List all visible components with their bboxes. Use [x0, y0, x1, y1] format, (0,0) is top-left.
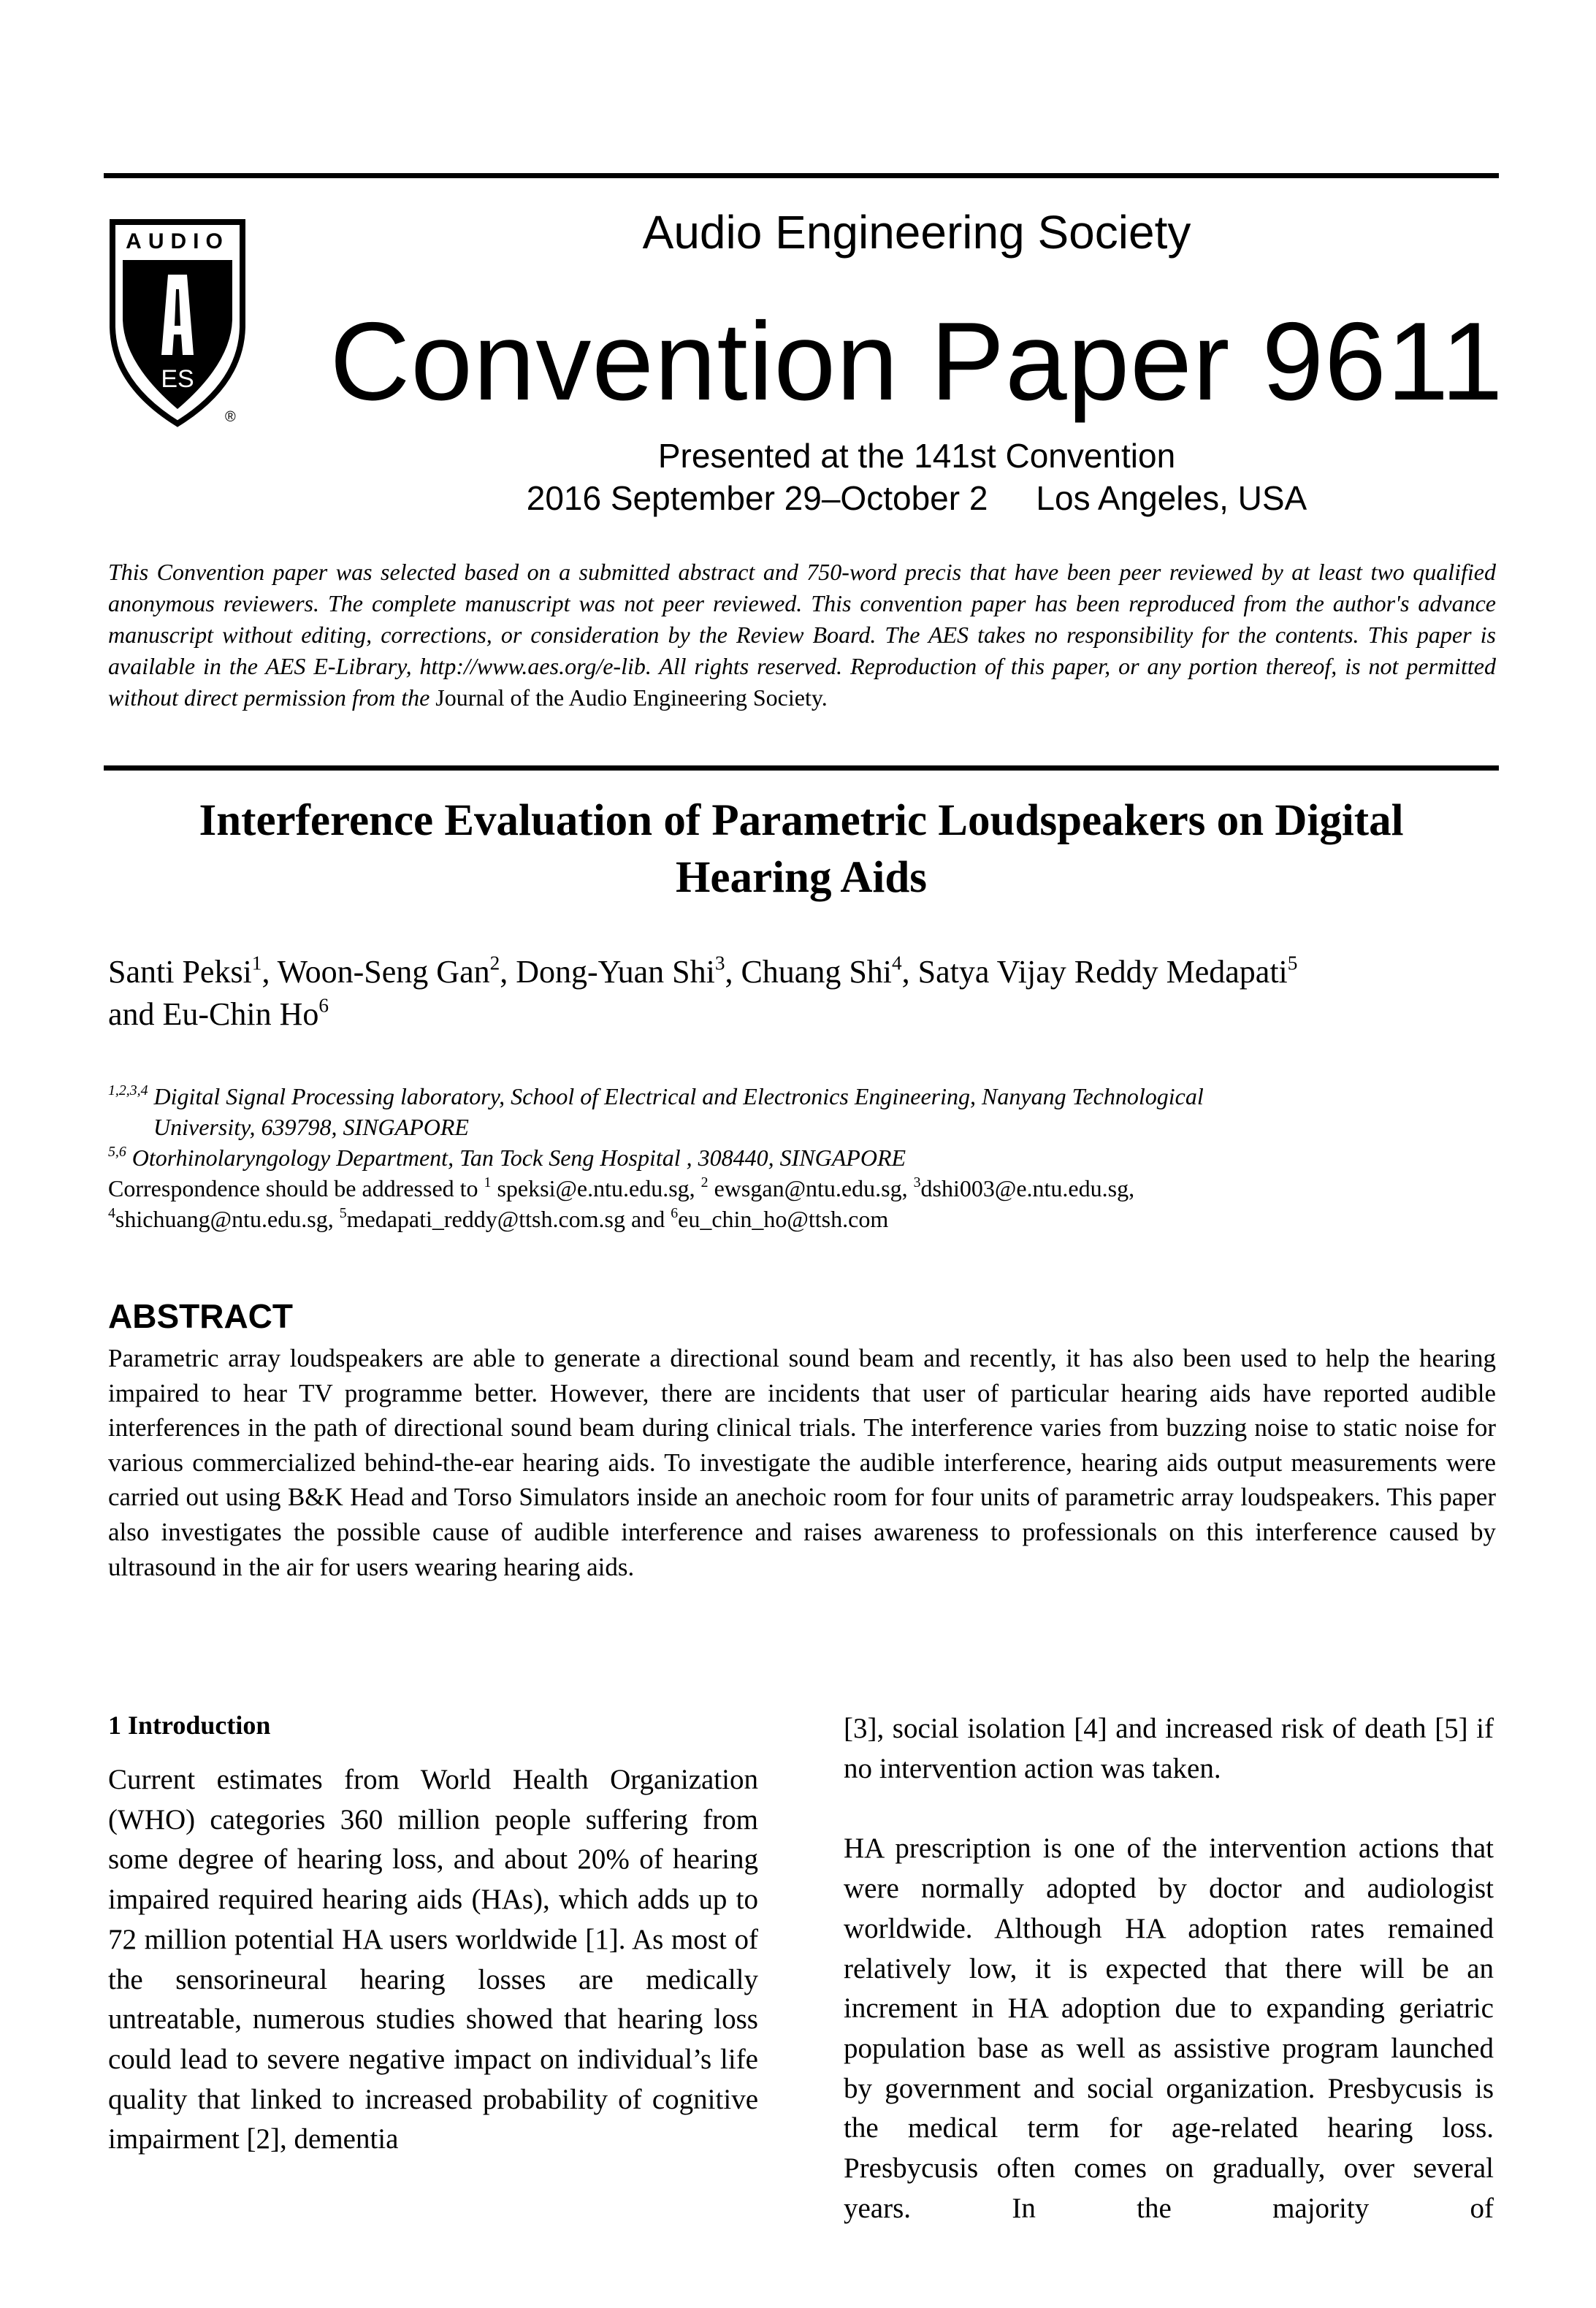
- logo-top-text: AUDIO: [126, 229, 229, 253]
- email-1: speksi@e.ntu.edu.sg,: [491, 1175, 701, 1201]
- affiliation-2: $^{5,6}$ Otorhinolaryngology Department, Tan Tock Seng Hospital , 308440, SINGAPORE: [108, 1144, 906, 1171]
- email-6: eu_chin_ho@ttsh.com: [678, 1206, 889, 1232]
- intro-right-column: [844, 1709, 1494, 2228]
- disclaimer-tail: the Audio Engineering Society.: [535, 684, 828, 711]
- author-line-2: and Eu-Chin Ho$^6$: [108, 994, 329, 1032]
- intro-right-paragraph-2: HA prescription is one of the intervention actions that were normally adopted by doctor and audiologist worldwide. Although HA adoption rates remained relatively low, it is expected that there will be an increment in HA adoption due to expanding geriatric population base as well as assistive program launched by government and social organization. Presbycusis is the medical term for age-related hearing loss. Presbycusis often comes on gradually, over several years. In the majority of: [844, 1833, 1494, 2224]
- paper-title-line-1: Interference Evaluation of Parametric Loudspeakers on Digital: [199, 796, 1404, 845]
- abstract-heading: ABSTRACT: [108, 1297, 293, 1335]
- logo-bottom-text: ES: [161, 365, 194, 393]
- email-4: shichuang@ntu.edu.sg,: [115, 1206, 340, 1232]
- email-3: dshi003@e.ntu.edu.sg,: [920, 1175, 1135, 1201]
- disclaimer-text: This Convention paper was selected based on a submitted abstract and 750-word precis that have been peer reviewed by at least two qualified anonymous reviewers. The complete manuscript was not peer reviewed. This convention paper has been reproduced from the author's advance manuscript without editing, corrections, or consideration by the Review Board. The AES takes no responsibility for the contents. This paper is available in the AES E-Library, http://www.aes.org/e-lib. All rights reserved. Reproduction of this paper, or any portion thereof, is not permitted without direct permission from the: [108, 559, 1496, 711]
- affiliation-1-cont: University, 639798, SINGAPORE: [153, 1114, 469, 1140]
- journal-name: Journal: [435, 684, 505, 711]
- email-5: medapati_reddy@ttsh.com.sg and: [346, 1206, 671, 1232]
- affiliations: [108, 1081, 1503, 1234]
- disclaimer: This Convention paper was selected based on a submitted abstract and 750-word precis that have been peer reviewed by at least two qualified anonymous reviewers. The complete manuscript was not peer reviewed. This convention paper has been reproduced from the author's advance manuscript without editing, corrections, or consideration by the Review Board. The AES takes no responsibility for the contents. This paper is available in the AES E-Library, http://www.aes.org/e-lib. All rights reserved. Reproduction of this paper, or any portion thereof, is not permitted without direct permission from the Journal of the Audio Engineering Society.: [108, 559, 1496, 711]
- top-rule: [104, 173, 1499, 178]
- paper-title: [104, 792, 1499, 906]
- intro-left-column: Current estimates from World Health Organization (WHO) categories 360 million people suffering from some degree of hearing loss, and about 20% of hearing impaired required hearing aids (HAs), which adds up to 72 million potential HA users worldwide [1]. As most of the sensorineural hearing losses are medically untreatable, numerous studies showed that hearing loss could lead to severe negative impact on individual’s life quality that linked to increased probability of cognitive impairment [2], dementia: [108, 1764, 758, 2155]
- email-2: ewsgan@ntu.edu.sg,: [708, 1175, 914, 1201]
- date-location-line: [307, 478, 1527, 519]
- author-line-1: Santi Peksi$^1$, Woon-Seng Gan$^2$, Dong-Yuan Shi$^3$, Chuang Shi$^4$, Satya Vijay Reddy Medapati$^5$: [108, 952, 1298, 990]
- society-name: Audio Engineering Society: [642, 206, 1191, 259]
- affiliation-1: $^{1,2,3,4}$ Digital Signal Processing laboratory, School of Electrical and Electronics Engineering, Nanyang Technological: [108, 1082, 1204, 1109]
- registered-mark: ®: [225, 409, 236, 425]
- correspondence-cont: $^4$shichuang@ntu.edu.sg, $^5$medapati_reddy@ttsh.com.sg and $^6$eu_chin_ho@ttsh.com: [108, 1205, 889, 1232]
- convention-dates: 2016 September 29–October 2: [526, 479, 988, 517]
- aes-logo: [108, 218, 247, 429]
- header-bottom-rule: [104, 765, 1499, 771]
- intro-right-paragraph-1: [3], social isolation [4] and increased risk of death [5] if no intervention action was taken.: [844, 1713, 1494, 1784]
- presented-line: Presented at the 141st Convention: [657, 437, 1176, 475]
- paper-title-line-2: Hearing Aids: [675, 853, 928, 902]
- convention-paper-title: Convention Paper 9611: [329, 299, 1504, 424]
- convention-location: Los Angeles, USA: [1036, 479, 1307, 517]
- correspondence: Correspondence should be addressed to $^1$ speksi@e.ntu.edu.sg, $^2$ ewsgan@ntu.edu.sg, $^3$dshi003@e.ntu.edu.sg,: [108, 1174, 1135, 1201]
- author-list: [108, 951, 1503, 1036]
- intro-heading: 1 Introduction: [108, 1711, 271, 1740]
- abstract-text: Parametric array loudspeakers are able to generate a directional sound beam and recently, it has also been used to help the hearing impaired to hear TV programme better. However, there are incidents that user of particular hearing aids have reported audible interferences in the path of directional sound beam during clinical trials. The interference varies from buzzing noise to static noise for various commercialized behind-the-ear hearing aids. To investigate the audible interference, hearing aids output measurements were carried out using B&K Head and Torso Simulators inside an anechoic room for four units of parametric array loudspeakers. This paper also investigates the possible cause of audible interference and raises awareness to professionals on this interference caused by ultrasound in the air for users wearing hearing aids.: [108, 1344, 1496, 1581]
